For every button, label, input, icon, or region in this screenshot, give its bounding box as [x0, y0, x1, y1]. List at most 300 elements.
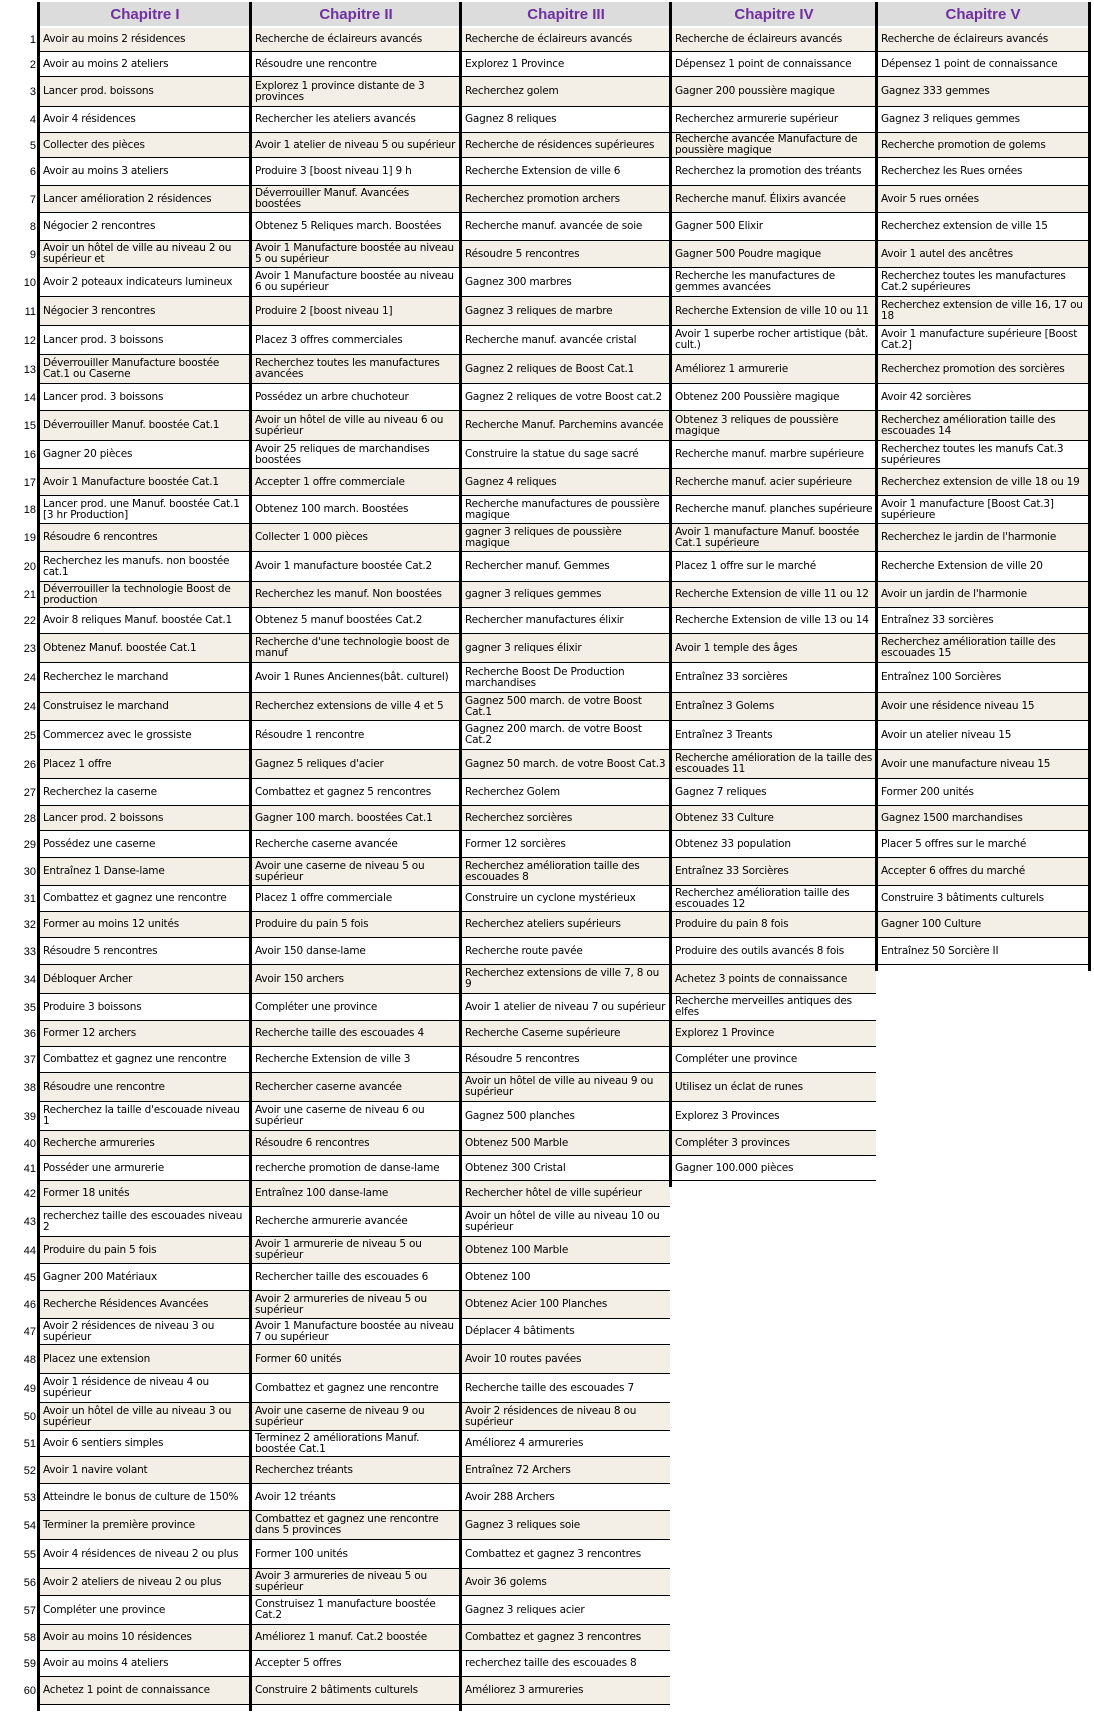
table-cell[interactable]: [672, 750, 876, 779]
cell-text: Obtenez 5 Reliques march. Boostées: [255, 220, 442, 232]
table-cell[interactable]: [462, 1207, 670, 1237]
table-cell[interactable]: [878, 886, 1088, 912]
table-cell[interactable]: [252, 384, 460, 411]
table-cell[interactable]: [672, 297, 876, 326]
table-cell[interactable]: [672, 411, 876, 441]
table-cell[interactable]: [462, 994, 670, 1021]
table-cell[interactable]: [462, 1131, 670, 1156]
table-cell[interactable]: [40, 750, 250, 779]
table-cell[interactable]: [462, 806, 670, 831]
table-cell[interactable]: [878, 634, 1088, 663]
table-cell[interactable]: [40, 28, 250, 52]
cell-text: Gagnez 200 march. de votre Boost Cat.2: [465, 723, 642, 746]
row-number: 35: [23, 1001, 36, 1014]
table-cell[interactable]: [878, 496, 1088, 524]
table-cell[interactable]: [40, 297, 250, 326]
table-cell[interactable]: [40, 1021, 250, 1047]
table-cell[interactable]: [252, 1181, 460, 1207]
table-cell[interactable]: [462, 469, 670, 496]
cell-text: Recherchez extension de ville 15: [881, 220, 1048, 232]
table-cell[interactable]: [40, 411, 250, 441]
table-cell[interactable]: [878, 107, 1088, 133]
table-cell[interactable]: [40, 1625, 250, 1651]
table-cell[interactable]: [462, 1156, 670, 1181]
table-cell[interactable]: [252, 779, 460, 806]
table-cell[interactable]: [252, 1511, 460, 1540]
row-number: 6: [29, 166, 36, 178]
cell-text: Obtenez 5 manuf boostées Cat.2: [255, 614, 423, 626]
table-cell[interactable]: [462, 441, 670, 469]
table-cell[interactable]: [252, 186, 460, 213]
table-cell[interactable]: [252, 1102, 460, 1131]
table-cell[interactable]: [672, 608, 876, 634]
table-cell[interactable]: [40, 831, 250, 858]
table-cell[interactable]: [252, 1237, 460, 1264]
table-cell[interactable]: [40, 1207, 250, 1237]
cell-text: Collecter 1 000 pièces: [255, 531, 368, 543]
table-cell[interactable]: [252, 938, 460, 965]
table-cell[interactable]: [672, 28, 876, 52]
table-cell[interactable]: [462, 1431, 670, 1457]
table-cell[interactable]: [672, 779, 876, 806]
table-cell[interactable]: [878, 268, 1088, 297]
table-cell[interactable]: [40, 779, 250, 806]
table-cell[interactable]: [40, 52, 250, 77]
cell-text: Avoir un atelier niveau 15: [881, 728, 1012, 741]
table-cell[interactable]: [252, 634, 460, 663]
table-cell[interactable]: [40, 524, 250, 552]
table-cell[interactable]: [252, 28, 460, 52]
table-cell[interactable]: [40, 582, 250, 608]
table-cell[interactable]: [252, 241, 460, 268]
cell-text: Utilisez un éclat de runes: [675, 1080, 803, 1093]
table-cell[interactable]: [40, 938, 250, 965]
table-cell[interactable]: [40, 1047, 250, 1073]
table-cell[interactable]: [462, 779, 670, 806]
table-cell[interactable]: [672, 469, 876, 496]
table-cell[interactable]: [40, 1511, 250, 1540]
table-cell[interactable]: [462, 1677, 670, 1705]
column-header: Chapitre I: [40, 2, 250, 26]
table-cell[interactable]: [462, 552, 670, 582]
table-cell[interactable]: [672, 552, 876, 582]
table-cell[interactable]: [40, 1073, 250, 1102]
table-cell[interactable]: [252, 411, 460, 441]
table-cell[interactable]: [40, 133, 250, 158]
table-cell[interactable]: [252, 297, 460, 326]
table-cell[interactable]: [462, 297, 670, 326]
cell-text: Résoudre 1 rencontre: [255, 728, 365, 741]
table-cell[interactable]: [878, 469, 1088, 496]
cell-text: Entraînez 50 Sorcière II: [881, 944, 999, 957]
table-cell[interactable]: [40, 107, 250, 133]
table-cell[interactable]: [672, 213, 876, 241]
table-cell[interactable]: [462, 1073, 670, 1102]
table-cell[interactable]: [40, 1131, 250, 1156]
table-cell[interactable]: [462, 1511, 670, 1540]
table-cell[interactable]: [672, 186, 876, 213]
table-cell[interactable]: [672, 1102, 876, 1131]
table-cell[interactable]: [40, 858, 250, 886]
table-cell[interactable]: [878, 779, 1088, 806]
table-cell[interactable]: [462, 496, 670, 524]
table-cell[interactable]: [40, 1596, 250, 1625]
table-cell[interactable]: [672, 326, 876, 355]
table-cell[interactable]: [252, 721, 460, 750]
table-cell[interactable]: [462, 1625, 670, 1651]
table-cell[interactable]: [672, 77, 876, 107]
table-cell[interactable]: [40, 469, 250, 496]
table-cell[interactable]: [40, 441, 250, 469]
table-cell[interactable]: [40, 326, 250, 355]
table-cell[interactable]: [40, 1237, 250, 1264]
row-number: 10: [23, 276, 36, 289]
table-cell[interactable]: [252, 1047, 460, 1073]
cell-text: Recherchez extension de ville 18 ou 19: [881, 475, 1080, 488]
table-cell[interactable]: [252, 77, 460, 107]
table-cell[interactable]: [878, 750, 1088, 779]
table-cell[interactable]: [252, 355, 460, 384]
table-cell[interactable]: [462, 1457, 670, 1484]
table-cell[interactable]: [462, 582, 670, 608]
table-cell[interactable]: [40, 241, 250, 268]
row-number: 14: [23, 391, 36, 404]
table-cell[interactable]: [252, 1374, 460, 1403]
table-cell[interactable]: [462, 158, 670, 186]
table-cell[interactable]: [672, 384, 876, 411]
table-cell[interactable]: [252, 52, 460, 77]
table-cell[interactable]: [462, 912, 670, 938]
table-cell[interactable]: [462, 77, 670, 107]
table-cell[interactable]: [40, 268, 250, 297]
table-cell[interactable]: [252, 965, 460, 994]
table-cell[interactable]: [40, 1345, 250, 1374]
table-cell[interactable]: [462, 213, 670, 241]
table-cell[interactable]: [878, 806, 1088, 831]
table-cell[interactable]: [878, 241, 1088, 268]
table-cell[interactable]: [462, 355, 670, 384]
table-cell[interactable]: [672, 1021, 876, 1047]
table-cell[interactable]: [40, 806, 250, 831]
cell-text: Entraînez 33 sorcières: [881, 614, 994, 626]
table-cell[interactable]: [672, 158, 876, 186]
table-cell[interactable]: [878, 326, 1088, 355]
table-cell[interactable]: [40, 552, 250, 582]
table-cell[interactable]: [40, 634, 250, 663]
table-cell[interactable]: [462, 886, 670, 912]
table-cell[interactable]: [462, 524, 670, 552]
table-cell[interactable]: [252, 1319, 460, 1345]
table-cell[interactable]: [40, 355, 250, 384]
table-cell[interactable]: [878, 693, 1088, 721]
table-cell[interactable]: [462, 384, 670, 411]
table-cell[interactable]: [252, 552, 460, 582]
table-cell[interactable]: [252, 1021, 460, 1047]
table-cell[interactable]: [462, 1102, 670, 1131]
table-cell[interactable]: [462, 608, 670, 634]
table-cell[interactable]: [672, 721, 876, 750]
table-cell[interactable]: [40, 1181, 250, 1207]
table-cell[interactable]: [462, 858, 670, 886]
table-cell[interactable]: [40, 1291, 250, 1319]
table-cell[interactable]: [462, 411, 670, 441]
table-cell[interactable]: [252, 858, 460, 886]
row-number: 57: [23, 1604, 36, 1617]
table-cell[interactable]: [672, 663, 876, 693]
table-cell[interactable]: [252, 1431, 460, 1457]
cell-text: Obtenez 33 Culture: [675, 811, 774, 824]
table-cell[interactable]: [878, 441, 1088, 469]
table-cell[interactable]: [672, 268, 876, 297]
table-cell[interactable]: [672, 133, 876, 158]
table-cell[interactable]: [878, 912, 1088, 938]
table-cell[interactable]: [672, 1073, 876, 1102]
table-cell[interactable]: [252, 158, 460, 186]
table-cell[interactable]: [878, 721, 1088, 750]
table-cell[interactable]: [672, 107, 876, 133]
table-cell[interactable]: [40, 186, 250, 213]
table-cell[interactable]: [252, 1484, 460, 1511]
table-cell[interactable]: [252, 133, 460, 158]
table-cell[interactable]: [672, 1131, 876, 1156]
table-cell[interactable]: [878, 186, 1088, 213]
table-cell[interactable]: [462, 1291, 670, 1319]
table-cell[interactable]: [878, 831, 1088, 858]
table-cell[interactable]: [252, 1596, 460, 1625]
table-cell[interactable]: [252, 1131, 460, 1156]
table-cell[interactable]: [462, 1484, 670, 1511]
table-cell[interactable]: [462, 1264, 670, 1291]
table-cell[interactable]: [462, 28, 670, 52]
table-cell[interactable]: [672, 355, 876, 384]
table-cell[interactable]: [252, 663, 460, 693]
table-cell[interactable]: [462, 938, 670, 965]
table-cell[interactable]: [672, 858, 876, 886]
table-cell[interactable]: [462, 1569, 670, 1596]
table-cell[interactable]: [40, 1264, 250, 1291]
table-cell[interactable]: [672, 496, 876, 524]
cell-text: Avoir au moins 2 ateliers: [43, 57, 169, 70]
table-cell[interactable]: [40, 1677, 250, 1705]
table-cell[interactable]: [672, 831, 876, 858]
cell-text: Lancer amélioration 2 résidences: [43, 192, 212, 205]
table-cell[interactable]: [462, 965, 670, 994]
table-cell[interactable]: [878, 858, 1088, 886]
table-cell[interactable]: [462, 52, 670, 77]
table-cell[interactable]: [252, 1540, 460, 1569]
table-cell[interactable]: [40, 1651, 250, 1677]
table-cell[interactable]: [40, 1431, 250, 1457]
table-cell[interactable]: [462, 1345, 670, 1374]
table-cell[interactable]: [40, 1484, 250, 1511]
table-cell[interactable]: [672, 582, 876, 608]
table-cell[interactable]: [252, 693, 460, 721]
table-cell[interactable]: [672, 994, 876, 1021]
table-cell[interactable]: [878, 938, 1088, 965]
table-cell[interactable]: [40, 1374, 250, 1403]
table-cell[interactable]: [878, 158, 1088, 186]
table-cell[interactable]: [878, 411, 1088, 441]
cell-text: Atteindre le bonus de culture de 150%: [43, 1490, 239, 1503]
table-cell[interactable]: [672, 441, 876, 469]
table-cell[interactable]: [462, 1237, 670, 1264]
table-cell[interactable]: [40, 994, 250, 1021]
table-cell[interactable]: [252, 1569, 460, 1596]
table-cell[interactable]: [462, 1181, 670, 1207]
table-cell[interactable]: [40, 721, 250, 750]
row-number: 2: [29, 58, 36, 71]
table-cell[interactable]: [40, 158, 250, 186]
table-cell[interactable]: [40, 77, 250, 107]
table-cell[interactable]: [462, 186, 670, 213]
cell-text: Recherche armurerie avancée: [255, 1215, 408, 1227]
table-cell[interactable]: [252, 1651, 460, 1677]
table-cell[interactable]: [462, 693, 670, 721]
table-cell[interactable]: [252, 1073, 460, 1102]
cell-text: Obtenez 100: [465, 1270, 531, 1283]
table-cell[interactable]: [252, 750, 460, 779]
cell-text: Accepter 6 offres du marché: [881, 865, 1025, 877]
table-cell[interactable]: [878, 355, 1088, 384]
table-cell[interactable]: [878, 524, 1088, 552]
table-cell[interactable]: [672, 912, 876, 938]
table-cell[interactable]: [672, 806, 876, 831]
table-cell[interactable]: [252, 496, 460, 524]
table-cell[interactable]: [672, 1156, 876, 1181]
table-cell[interactable]: [878, 52, 1088, 77]
table-cell[interactable]: [672, 241, 876, 268]
table-cell[interactable]: [462, 1540, 670, 1569]
cell-text: Avoir 150 archers: [255, 972, 344, 985]
table-cell[interactable]: [40, 496, 250, 524]
table-cell[interactable]: [672, 634, 876, 663]
table-cell[interactable]: [252, 806, 460, 831]
row-number: 59: [23, 1658, 36, 1670]
table-cell[interactable]: [672, 1047, 876, 1073]
table-cell[interactable]: [878, 77, 1088, 107]
table-cell[interactable]: [40, 1403, 250, 1431]
table-cell[interactable]: [252, 1625, 460, 1651]
table-cell[interactable]: [40, 1457, 250, 1484]
table-cell[interactable]: [462, 1651, 670, 1677]
cell-text: Recherche de éclaireurs avancés: [675, 33, 843, 45]
table-cell[interactable]: [252, 326, 460, 355]
table-cell[interactable]: [252, 1345, 460, 1374]
table-cell[interactable]: [878, 28, 1088, 52]
table-cell[interactable]: [462, 1021, 670, 1047]
table-cell[interactable]: [252, 1677, 460, 1705]
cell-text: Avoir au moins 3 ateliers: [43, 165, 169, 177]
table-cell[interactable]: [878, 213, 1088, 241]
table-cell[interactable]: [462, 1319, 670, 1345]
table-cell[interactable]: [40, 608, 250, 634]
table-cell[interactable]: [462, 831, 670, 858]
row-number: 24: [23, 672, 36, 684]
table-cell[interactable]: [462, 268, 670, 297]
table-cell[interactable]: [40, 1540, 250, 1569]
table-cell[interactable]: [462, 1374, 670, 1403]
cell-text: Produire 3 boissons: [43, 1000, 142, 1013]
row-number: 15: [23, 420, 36, 432]
table-cell[interactable]: [252, 1457, 460, 1484]
table-cell[interactable]: [672, 693, 876, 721]
table-cell[interactable]: [252, 608, 460, 634]
column-divider: [459, 2, 462, 1711]
table-cell[interactable]: [252, 994, 460, 1021]
table-cell[interactable]: [878, 552, 1088, 582]
table-cell[interactable]: [252, 469, 460, 496]
cell-text: Recherche manuf. marbre supérieure: [675, 448, 864, 460]
table-cell[interactable]: [462, 750, 670, 779]
table-cell[interactable]: [40, 912, 250, 938]
table-cell[interactable]: [462, 107, 670, 133]
table-cell[interactable]: [462, 133, 670, 158]
table-cell[interactable]: [252, 886, 460, 912]
table-cell[interactable]: [672, 938, 876, 965]
table-cell[interactable]: [252, 213, 460, 241]
table-cell[interactable]: [462, 634, 670, 663]
table-cell[interactable]: [40, 663, 250, 693]
table-cell[interactable]: [252, 582, 460, 608]
cell-text: Recherchez ateliers supérieurs: [465, 918, 621, 930]
cell-text: Recherche Résidences Avancées: [43, 1298, 209, 1310]
table-cell[interactable]: [878, 608, 1088, 634]
table-cell[interactable]: [462, 241, 670, 268]
table-cell[interactable]: [462, 721, 670, 750]
table-cell[interactable]: [252, 524, 460, 552]
table-cell[interactable]: [252, 831, 460, 858]
table-cell[interactable]: [252, 1403, 460, 1431]
table-cell[interactable]: [252, 107, 460, 133]
table-cell[interactable]: [252, 1264, 460, 1291]
table-cell[interactable]: [252, 1207, 460, 1237]
table-cell[interactable]: [252, 912, 460, 938]
table-cell[interactable]: [252, 441, 460, 469]
table-cell[interactable]: [40, 693, 250, 721]
table-cell[interactable]: [252, 1156, 460, 1181]
table-cell[interactable]: [462, 1596, 670, 1625]
cell-text: Recherche caserne avancée: [255, 837, 398, 850]
table-cell[interactable]: [878, 663, 1088, 693]
table-cell[interactable]: [462, 663, 670, 693]
table-cell[interactable]: [878, 297, 1088, 326]
table-cell[interactable]: [40, 1569, 250, 1596]
table-cell[interactable]: [40, 886, 250, 912]
table-cell[interactable]: [40, 1156, 250, 1181]
table-cell[interactable]: [462, 1403, 670, 1431]
table-cell[interactable]: [40, 965, 250, 994]
cell-text: Obtenez 33 population: [675, 837, 791, 850]
table-cell[interactable]: [878, 133, 1088, 158]
table-cell[interactable]: [878, 582, 1088, 608]
table-cell[interactable]: [672, 524, 876, 552]
table-cell[interactable]: [252, 268, 460, 297]
table-cell[interactable]: [672, 965, 876, 994]
table-cell[interactable]: [878, 384, 1088, 411]
table-cell[interactable]: [672, 886, 876, 912]
table-cell[interactable]: [40, 1319, 250, 1345]
cell-text: Produire 3 [boost niveau 1] 9 h: [255, 165, 412, 177]
table-cell[interactable]: [40, 1102, 250, 1131]
cell-text: Résoudre 5 rencontres: [43, 944, 158, 957]
table-cell[interactable]: [672, 52, 876, 77]
table-cell[interactable]: [40, 213, 250, 241]
table-cell[interactable]: [462, 326, 670, 355]
table-cell[interactable]: [40, 384, 250, 411]
table-cell[interactable]: [462, 1047, 670, 1073]
table-cell[interactable]: [252, 1291, 460, 1319]
cell-text: Obtenez Acier 100 Planches: [465, 1298, 608, 1310]
